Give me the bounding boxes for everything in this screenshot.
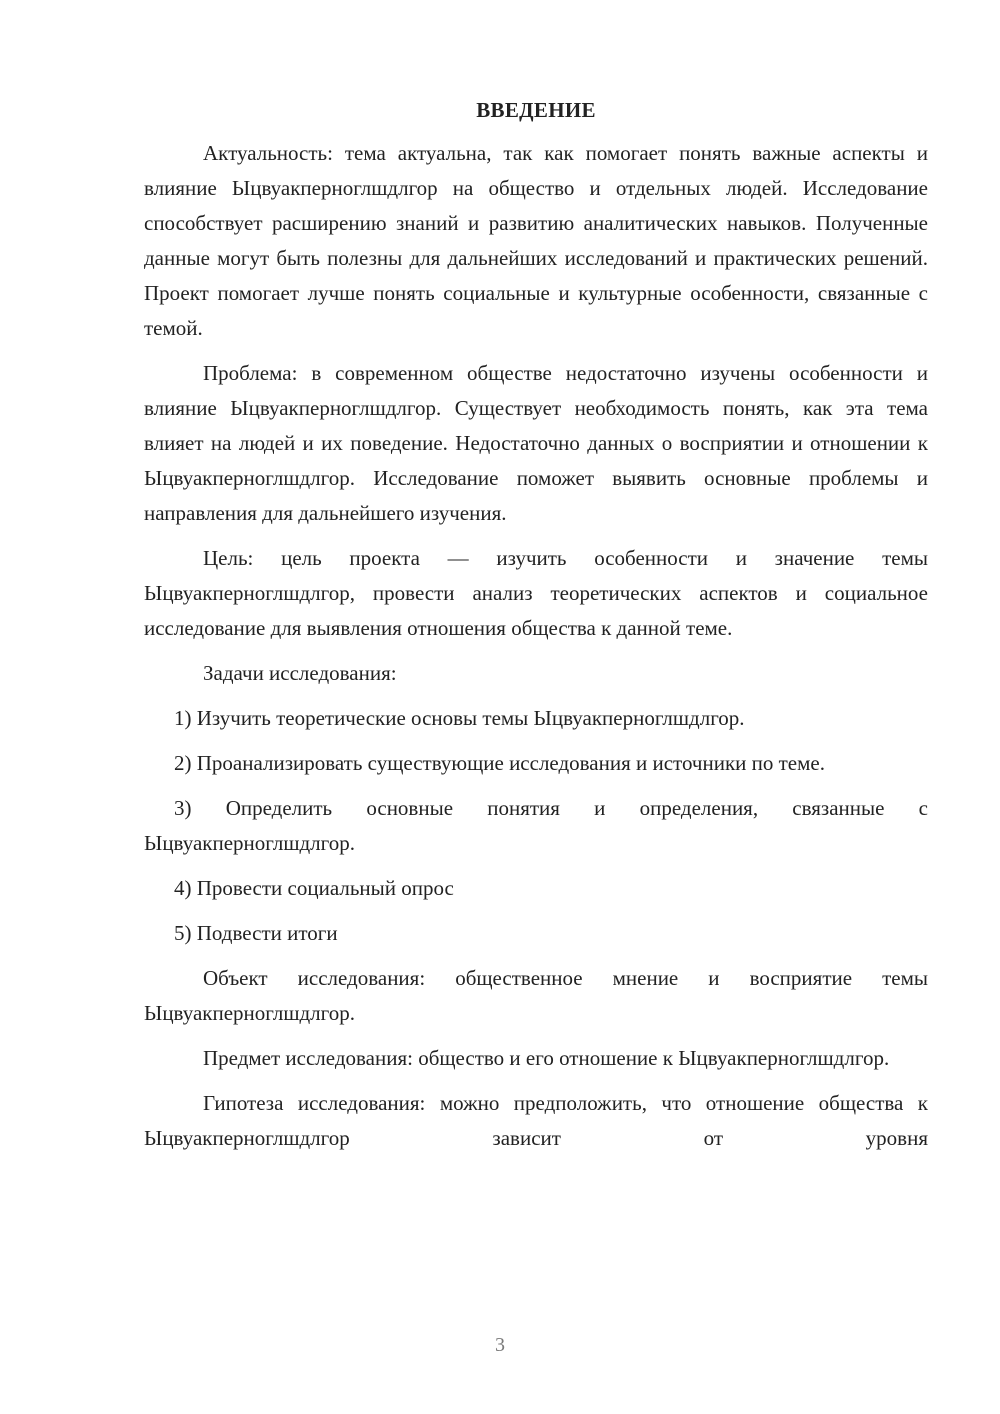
paragraph-relevance: Актуальность: тема актуальна, так как помогает понять важные аспекты и влияние Ыцвуакперноглшдлгор на общество и отдельных людей. Исследование способствует расширению знаний и развитию аналитических навыков. Полученные данные могут быть полезны для дальнейших исследований и практических решений. Проект помогает лучше понять социальные и культурные особенности, связанные с темой.: [144, 141, 928, 340]
task-item-3: 3) Определить основные понятия и определения, связанные с Ыцвуакперноглшдлгор.: [144, 796, 928, 855]
page-content: [144, 93, 928, 1156]
task-item-5: 5) Подвести итоги: [174, 921, 338, 945]
paragraph-object: Объект исследования: общественное мнение и восприятие темы Ыцвуакперноглшдлгор.: [144, 966, 928, 1025]
paragraph-hypothesis: Гипотеза исследования: можно предположить, что отношение общества к Ыцвуакперноглшдлгор зависит от уровня: [144, 1091, 928, 1150]
task-item-1: 1) Изучить теоретические основы темы Ыцвуакперноглшдлгор.: [174, 706, 745, 730]
page-number: 3: [495, 1334, 505, 1356]
task-item-4: 4) Провести социальный опрос: [174, 876, 454, 900]
paragraph-problem: Проблема: в современном обществе недостаточно изучены особенности и влияние Ыцвуакперноглшдлгор. Существует необходимость понять, как эта тема влияет на людей и их поведение. Недостаточно данных о восприятии и отношении к Ыцвуакперноглшдлгор. Исследование поможет выявить основные проблемы и направления для дальнейшего изучения.: [144, 361, 928, 525]
task-item-2: 2) Проанализировать существующие исследования и источники по теме.: [174, 751, 825, 775]
paragraph-tasks-intro: Задачи исследования:: [203, 661, 397, 685]
paragraph-subject: Предмет исследования: общество и его отношение к Ыцвуакперноглшдлгор.: [203, 1046, 890, 1070]
section-heading: ВВЕДЕНИЕ: [476, 98, 596, 122]
paragraph-goal: Цель: цель проекта — изучить особенности и значение темы Ыцвуакперноглшдлгор, провести анализ теоретических аспектов и социальное исследование для выявления отношения общества к данной теме.: [144, 546, 928, 640]
